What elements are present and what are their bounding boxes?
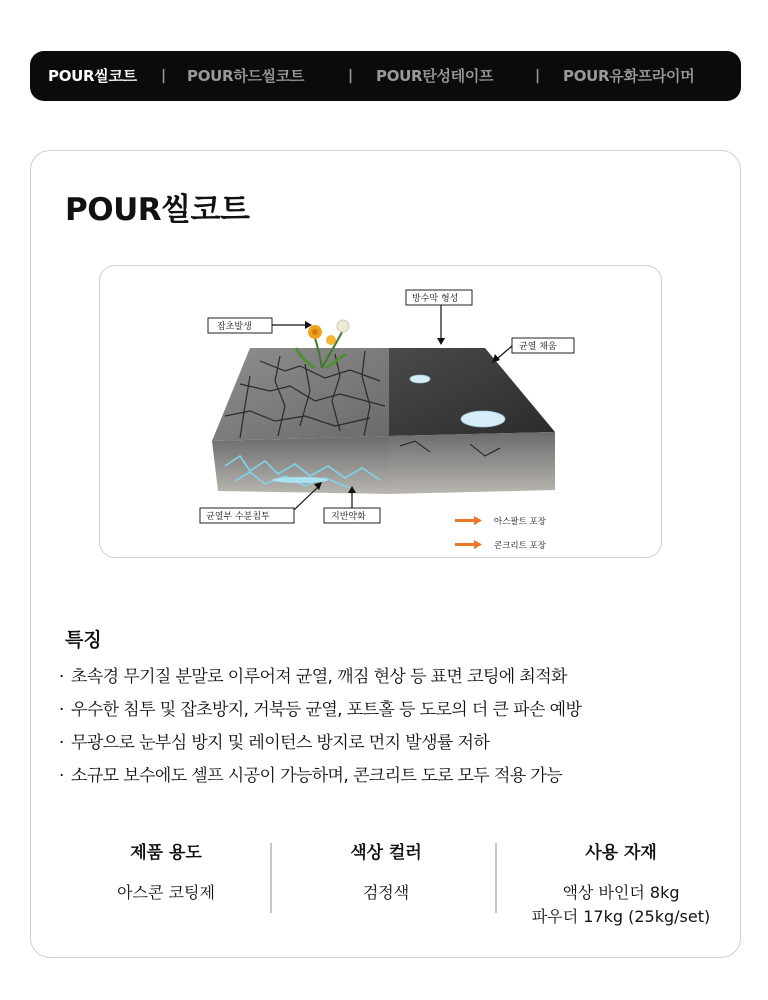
feature-item: · 소규모 보수에도 셀프 시공이 가능하며, 콘크리트 도로 모두 적용 가능	[59, 760, 581, 793]
water-puddle	[272, 477, 328, 483]
spec-divider	[495, 843, 497, 913]
label-crack-fill	[512, 338, 574, 353]
spec-usage	[81, 839, 251, 905]
svg-text:콘크리트 포장: 콘크리트 포장	[494, 541, 546, 551]
legend-concrete	[455, 540, 547, 551]
spec-value: 아스콘 코팅제	[117, 883, 215, 902]
spec-divider	[270, 843, 272, 913]
pavement-diagram	[99, 265, 662, 558]
pavement-illustration	[100, 266, 661, 557]
spec-color	[301, 839, 471, 905]
bullet-dot: ·	[59, 766, 64, 786]
feature-item: · 우수한 침투 및 잡초방지, 거북등 균열, 포트홀 등 도로의 더 큰 파손 예방	[59, 694, 581, 727]
svg-text:지반약화: 지반약화	[331, 512, 366, 522]
spec-heading: 제품 용도	[130, 843, 202, 863]
svg-text:아스팔트 포장: 아스팔트 포장	[494, 517, 546, 527]
svg-text:균열부 수분침투: 균열부 수분침투	[206, 512, 270, 522]
spec-heading: 색상 컬러	[350, 843, 422, 863]
spec-materials	[511, 839, 731, 929]
bullet-dot: ·	[59, 733, 64, 753]
product-card	[30, 150, 741, 958]
cracked-asphalt-side	[212, 436, 389, 494]
feature-item: · 초속경 무기질 분말로 이루어져 균열, 깨짐 현상 등 표면 코팅에 최적화	[59, 661, 581, 694]
spec-heading: 사용 자재	[585, 843, 657, 863]
tab-pour-emulsion-primer[interactable]: POUR유화프라이머	[563, 67, 695, 85]
bullet-dot: ·	[59, 700, 64, 720]
feature-item: · 무광으로 눈부심 방지 및 레이턴스 방지로 먼지 발생률 저하	[59, 727, 581, 760]
tab-pour-hard-seal-coat[interactable]: POUR하드씰코트	[187, 67, 305, 85]
product-tab-bar	[30, 51, 741, 101]
spec-value: 액상 바인더 8kg	[562, 883, 680, 902]
label-weeds	[208, 318, 272, 333]
label-ground-weak	[324, 508, 380, 523]
water-droplet	[410, 375, 430, 383]
tab-pour-elastic-tape[interactable]: POUR탄성테이프	[376, 67, 494, 85]
bullet-dot: ·	[59, 667, 64, 687]
spec-value: 파우더 17kg (25kg/set)	[531, 907, 711, 926]
tab-separator: |	[535, 68, 541, 84]
svg-text:균열 채움: 균열 채움	[519, 342, 557, 352]
svg-text:방수막 형성: 방수막 형성	[412, 294, 459, 304]
features-list	[59, 661, 581, 793]
features-heading: 특징	[65, 629, 102, 651]
water-droplet	[461, 411, 505, 427]
tab-separator: |	[348, 68, 354, 84]
legend-asphalt	[455, 516, 547, 527]
svg-text:잡초발생: 잡초발생	[217, 322, 252, 332]
tab-separator: |	[161, 68, 167, 84]
label-crack-water	[200, 508, 294, 523]
label-membrane	[406, 290, 472, 305]
spec-value: 검정색	[362, 883, 410, 902]
tab-pour-seal-coat[interactable]: POUR씰코트	[48, 67, 137, 85]
cracked-asphalt-surface	[212, 348, 389, 441]
product-title: POUR씰코트	[65, 192, 250, 228]
